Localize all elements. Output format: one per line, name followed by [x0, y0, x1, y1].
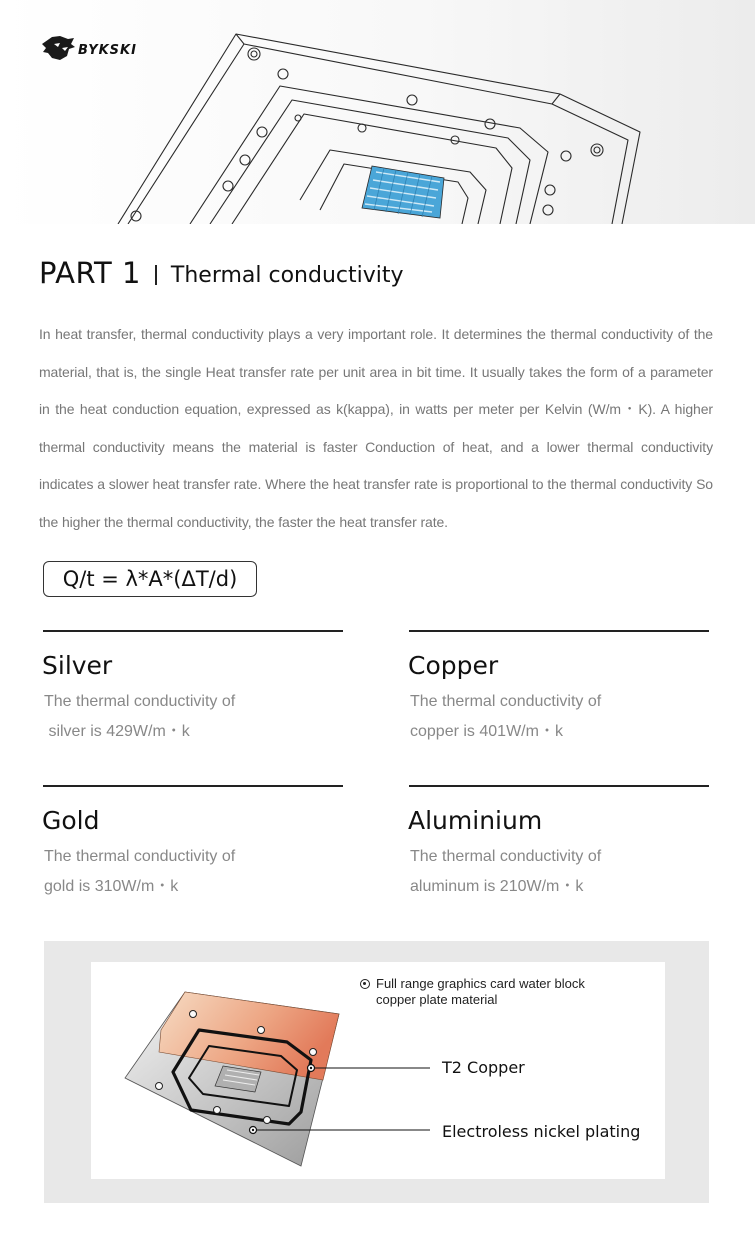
metal-card-aluminium: [409, 785, 709, 902]
description-line: silver is 429W/m・k: [44, 723, 190, 740]
metal-name: Gold: [42, 806, 100, 835]
card-divider: [409, 630, 709, 632]
callout-nickel: Electroless nickel plating: [442, 1122, 641, 1141]
description-line: The thermal conductivity of: [44, 693, 236, 710]
card-divider: [43, 785, 343, 787]
metal-description: [44, 842, 343, 902]
card-divider: [409, 785, 709, 787]
section-heading: [39, 256, 404, 290]
brand-wordmark: BYKSKI: [78, 42, 137, 58]
intro-paragraph: In heat transfer, thermal conductivity plays a very important role. It determines the thermal conductivity of the material, that is, the single Heat transfer rate per unit area in bit time. It usually takes the form of a parameter in the heat conduction equation, expressed as k(kappa), in watts per meter per Kelvin (W/m・K). A higher thermal conductivity means the material is faster Conduction of heat, and a lower thermal conductivity indicates a slower heat transfer rate. Where the heat transfer rate is proportional to the thermal conductivity So the higher the thermal conductivity, the faster the heat transfer rate.: [39, 326, 713, 530]
plate-material-note: [360, 976, 616, 1008]
description-line: gold is 310W/m・k: [44, 878, 179, 895]
metal-card-silver: [43, 630, 343, 747]
section-title: Thermal conductivity: [170, 262, 404, 288]
part-label: PART 1: [39, 256, 141, 290]
metal-card-gold: [43, 785, 343, 902]
metal-name: Silver: [42, 651, 113, 680]
description-line: The thermal conductivity of: [44, 848, 236, 865]
callout-copper: T2 Copper: [442, 1058, 525, 1077]
heat-transfer-formula: Q/t = λ*A*(ΔT/d): [43, 561, 257, 597]
copper-plate-panel: [44, 941, 709, 1203]
metal-name: Aluminium: [408, 806, 543, 835]
metal-description: [410, 687, 709, 747]
description-line: aluminum is 210W/m・k: [410, 878, 584, 895]
metal-description: [410, 842, 709, 902]
brand-logo: [40, 34, 137, 62]
copper-plate-figure: [91, 962, 665, 1179]
target-bullet-icon: [360, 979, 370, 989]
metal-name: Copper: [408, 651, 499, 680]
plate-note-text: Full range graphics card water block copper plate material: [376, 976, 585, 1007]
description-line: copper is 401W/m・k: [410, 723, 563, 740]
description-line: The thermal conductivity of: [410, 693, 602, 710]
metal-description: [44, 687, 343, 747]
hero-banner: [0, 0, 755, 224]
heading-divider: [155, 265, 157, 285]
description-line: The thermal conductivity of: [410, 848, 602, 865]
card-divider: [43, 630, 343, 632]
metal-card-copper: [409, 630, 709, 747]
dragon-head-icon: [40, 34, 76, 62]
